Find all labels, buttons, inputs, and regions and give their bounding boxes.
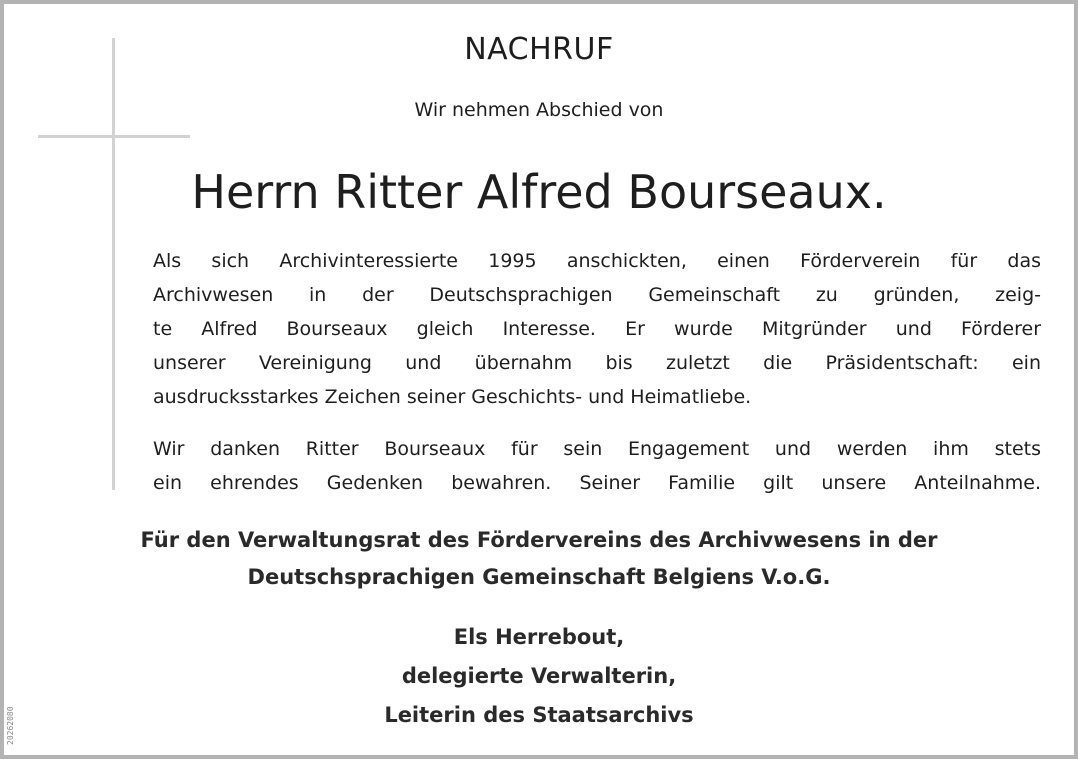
signer-block [0, 618, 1078, 735]
reference-code: 20262080 [6, 706, 15, 745]
paragraph-line: Als sich Archivinteressierte 1995 anschickten, einen Förderverein für das [153, 250, 1041, 272]
intro-line: Wir nehmen Abschied von [414, 99, 664, 121]
paragraph-line: ausdrucksstarkes Zeichen seiner Geschichts- und Heimatliebe. [153, 386, 752, 408]
paragraph-line: ein ehrendes Gedenken bewahren. Seiner Familie gilt unsere Anteilnahme. [153, 472, 1041, 494]
organization-signoff [0, 522, 1078, 596]
cross-icon-horizontal-bar [38, 135, 190, 138]
thanks-paragraph [153, 432, 1041, 500]
paragraph-line: Wir danken Ritter Bourseaux für sein Engagement und werden ihm stets [153, 438, 1041, 460]
signoff-line: Für den Verwaltungsrat des Fördervereins des Archivwesens in der [140, 528, 938, 552]
deceased-name: Herrn Ritter Alfred Bourseaux. [191, 165, 887, 219]
signoff-line: Deutschsprachigen Gemeinschaft Belgiens V.o.G. [247, 565, 831, 589]
signer-name: Els Herrebout, [453, 625, 625, 649]
tribute-paragraph [153, 244, 1041, 414]
paragraph-line: te Alfred Bourseaux gleich Interesse. Er wurde Mitgründer und Förderer [153, 318, 1041, 340]
signer-role: delegierte Verwalterin, [401, 664, 677, 688]
notice-heading: NACHRUF [464, 32, 614, 67]
paragraph-line: Archivwesen in der Deutschsprachigen Gemeinschaft zu gründen, zeig- [153, 284, 1041, 306]
signer-title: Leiterin des Staatsarchivs [384, 703, 694, 727]
paragraph-line: unserer Vereinigung und übernahm bis zuletzt die Präsidentschaft: ein [153, 352, 1041, 374]
